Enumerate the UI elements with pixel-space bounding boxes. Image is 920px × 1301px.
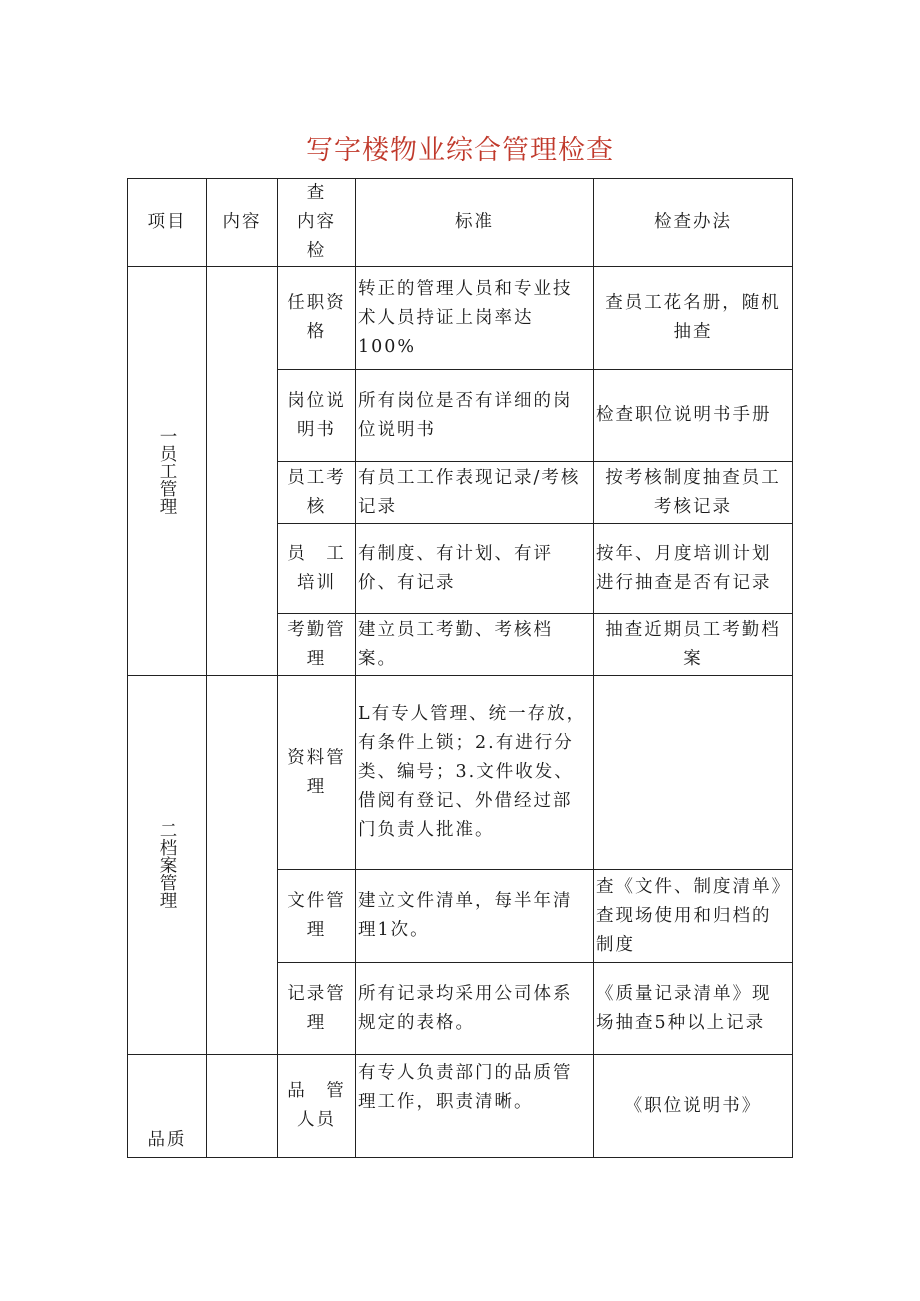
row-method: 检查职位说明书手册: [594, 370, 793, 462]
table-row: [128, 676, 793, 870]
row-content: 文件管理: [278, 870, 356, 963]
table-row: [128, 267, 793, 370]
row-method: 按年、月度培训计划进行抽查是否有记录: [594, 524, 793, 614]
section-label-2: [128, 676, 207, 1055]
inspection-table: [127, 178, 793, 1158]
row-method: 查员工花名册，随机抽查: [594, 267, 793, 370]
row-standard: L有专人管理、统一存放，有条件上锁；2.有进行分类、编号；3.文件收发、借阅有登记、外借经过部门负责人批准。: [356, 676, 594, 870]
row-method: 抽查近期员工考勤档案: [594, 614, 793, 676]
table-row: [128, 1055, 793, 1158]
section-content-cell: [207, 676, 278, 1055]
row-method: [594, 676, 793, 870]
row-content: 员 工培训: [278, 524, 356, 614]
row-standard: 转正的管理人员和专业技术人员持证上岗率达100%: [356, 267, 594, 370]
row-standard: 建立员工考勤、考核档案。: [356, 614, 594, 676]
row-content: 任职资格: [278, 267, 356, 370]
section-label-1: [128, 267, 207, 676]
row-standard: 所有岗位是否有详细的岗位说明书: [356, 370, 594, 462]
row-standard: 建立文件清单，每半年清理1次。: [356, 870, 594, 963]
header-check-top: 查: [306, 183, 327, 203]
table-header-row: [128, 179, 793, 267]
section-label-3: 品质: [128, 1055, 207, 1158]
row-content: 岗位说明书: [278, 370, 356, 462]
header-method: 检查办法: [594, 179, 793, 267]
page-title: 写字楼物业综合管理检查: [306, 135, 614, 166]
row-method: 《质量记录清单》现场抽查5种以上记录: [594, 963, 793, 1055]
section-label-text: 二档案管理: [157, 821, 177, 909]
row-content: 记录管理: [278, 963, 356, 1055]
header-content: 内容: [207, 179, 278, 267]
row-content: 员工考核: [278, 462, 356, 524]
row-method: 《职位说明书》: [594, 1055, 793, 1158]
section-content-cell: [207, 1055, 278, 1158]
header-check-mid: 内容: [297, 212, 336, 232]
header-check-content: [278, 179, 356, 267]
row-standard: 所有记录均采用公司体系规定的表格。: [356, 963, 594, 1055]
row-content: 资料管理: [278, 676, 356, 870]
row-content: 品 管人员: [278, 1055, 356, 1158]
header-check-bot: 检: [306, 241, 327, 261]
header-item: 项目: [128, 179, 207, 267]
section-content-cell: [207, 267, 278, 676]
row-content: 考勤管理: [278, 614, 356, 676]
row-method: 查《文件、制度清单》查现场使用和归档的制度: [594, 870, 793, 963]
row-standard: 有员工工作表现记录/考核记录: [356, 462, 594, 524]
section-label-text: 一员工管理: [157, 427, 177, 515]
row-method: 按考核制度抽查员工考核记录: [594, 462, 793, 524]
header-standard: 标准: [356, 179, 594, 267]
row-standard: 有专人负责部门的品质管理工作，职责清晰。: [356, 1055, 594, 1158]
row-standard: 有制度、有计划、有评价、有记录: [356, 524, 594, 614]
